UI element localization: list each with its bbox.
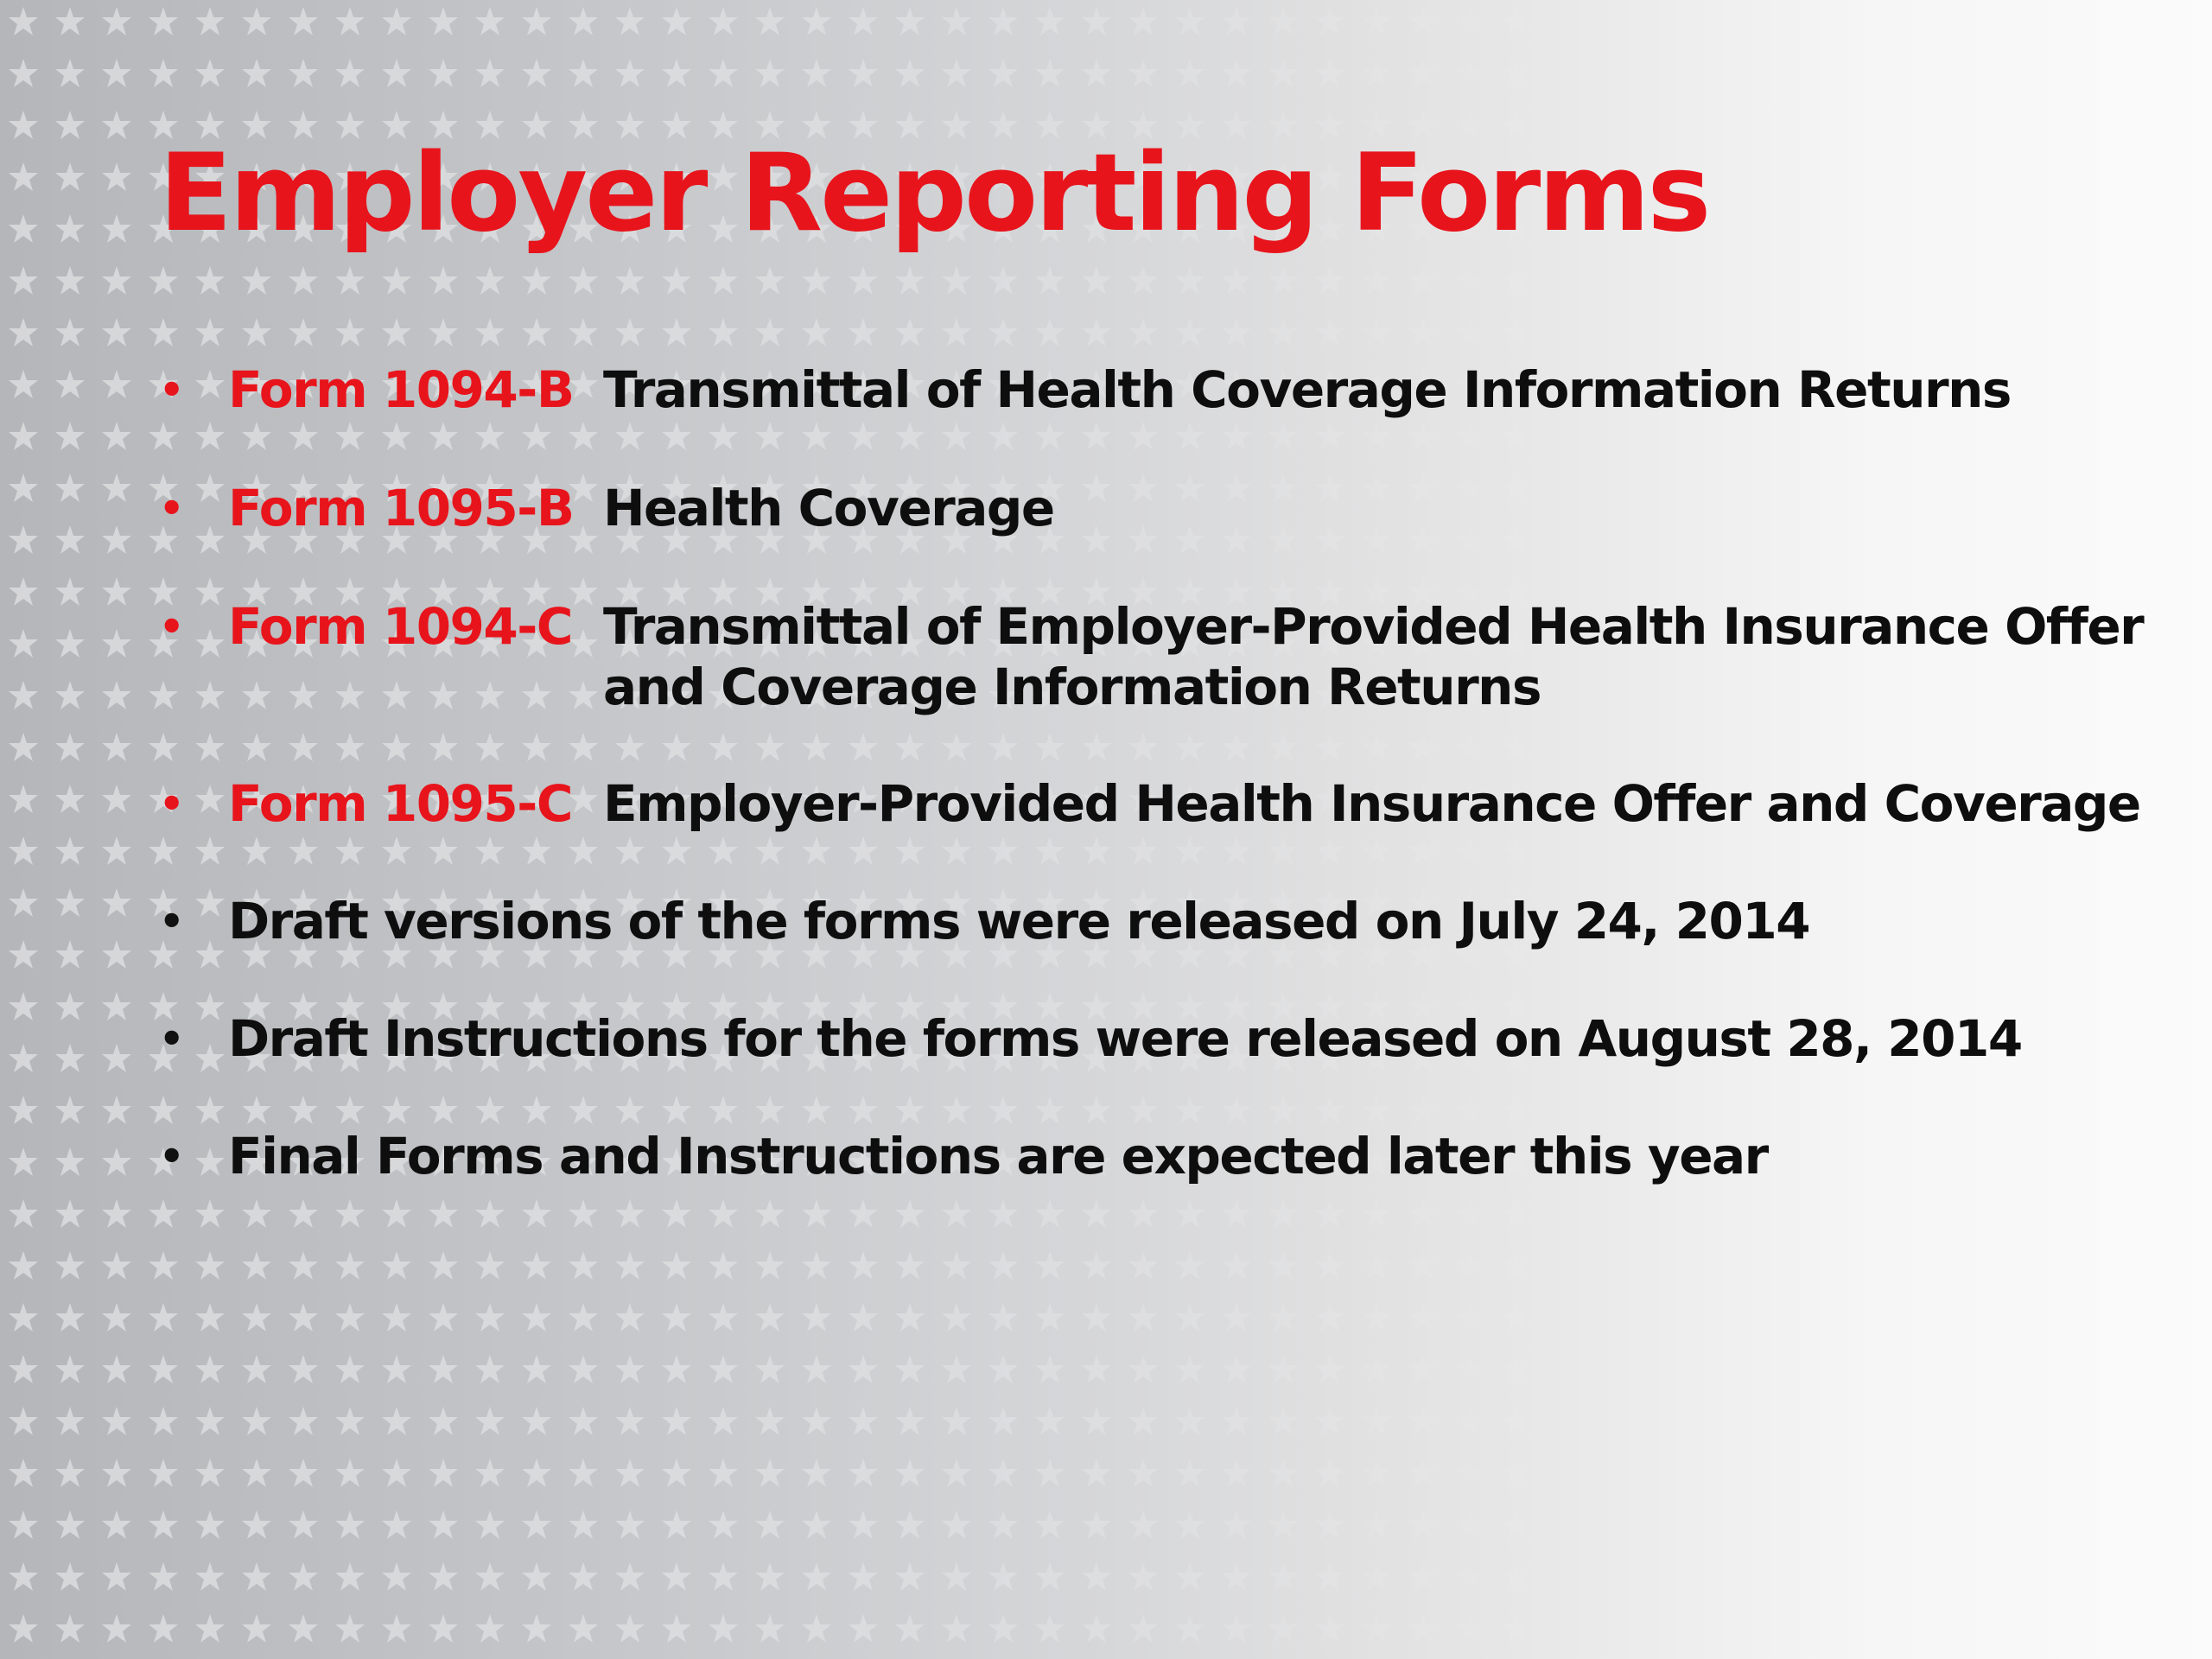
form-description: Health Coverage: [603, 479, 1054, 537]
form-code: Form 1095-C: [228, 774, 572, 833]
slide-title: Employer Reporting Forms: [159, 131, 1709, 256]
bullet: •: [159, 485, 183, 531]
note-text: Final Forms and Instructions are expected later this year: [228, 1127, 1768, 1185]
form-description: Transmittal of Health Coverage Information Returns: [603, 360, 2011, 419]
bullet: •: [159, 780, 183, 827]
note-text: Draft versions of the forms were released on July 24, 2014: [228, 892, 1810, 950]
bullet: •: [159, 1015, 183, 1062]
bullet: •: [159, 1133, 183, 1179]
form-description: Employer-Provided Health Insurance Offer and Coverage: [603, 774, 2140, 833]
note-text: Draft Instructions for the forms were released on August 28, 2014: [228, 1009, 2022, 1068]
bullet: •: [159, 603, 183, 650]
form-description: Transmittal of Employer-Provided Health Insurance Offer and Coverage Information Returns: [603, 597, 2144, 716]
form-code: Form 1094-C: [228, 597, 572, 656]
form-code: Form 1094-B: [228, 360, 574, 419]
bullet: •: [159, 366, 183, 413]
bullet: •: [159, 898, 183, 944]
form-code: Form 1095-B: [228, 479, 574, 537]
